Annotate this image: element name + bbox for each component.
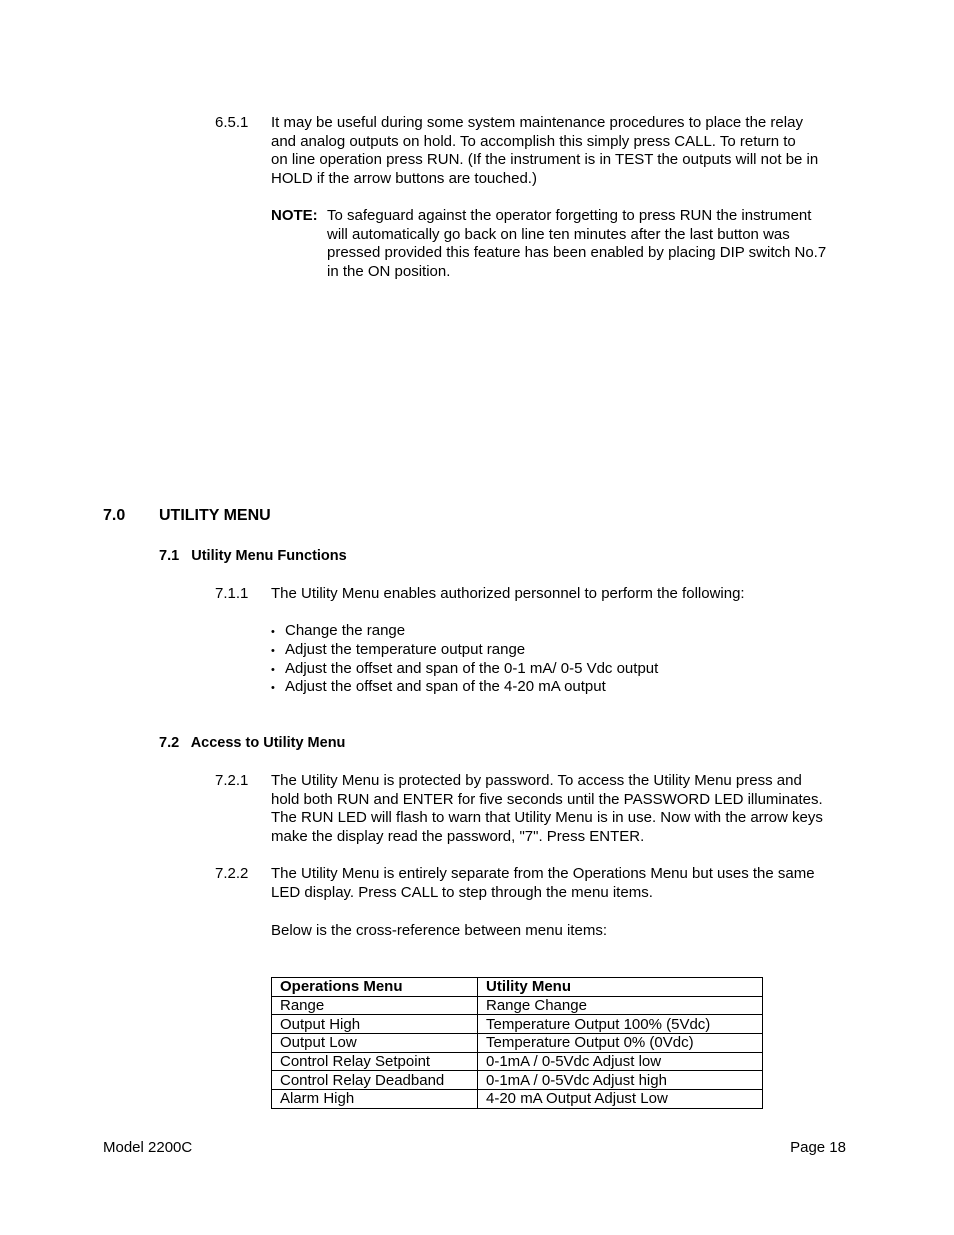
section-711-paragraph: The Utility Menu enables authorized personnel to perform the following: <box>271 585 745 602</box>
table-cell: Output Low <box>272 1034 478 1053</box>
text-line: in the ON position. <box>327 263 451 281</box>
table-cell: Temperature Output 100% (5Vdc) <box>478 1015 763 1034</box>
list-item <box>271 660 658 680</box>
column-header: Utility Menu <box>478 978 763 997</box>
section-721-paragraph <box>271 772 846 847</box>
note-label: NOTE: <box>271 207 318 224</box>
footer-model: Model 2200C <box>103 1139 193 1156</box>
subsection-heading: 7.1 Utility Menu Functions <box>159 548 347 564</box>
table-cell: Output High <box>272 1015 478 1034</box>
text-line: It may be useful during some system maintenance procedures to place the relay <box>271 114 803 131</box>
text-line: hold both RUN and ENTER for five seconds until the PASSWORD LED illuminates. <box>271 790 823 808</box>
list-item-text: Adjust the offset and span of the 0-1 mA/ 0-5 Vdc output <box>285 660 659 677</box>
table-header-row <box>272 978 763 997</box>
subsection-heading: 7.2 Access to Utility Menu <box>159 735 346 751</box>
section-number: 7.2.2 <box>215 865 249 882</box>
list-item-text: Adjust the offset and span of the 4-20 mA output <box>285 678 606 695</box>
text-line: and analog outputs on hold. To accomplish this simply press CALL. To return to <box>271 132 796 150</box>
bullet-icon: • <box>271 682 275 694</box>
bullet-icon: • <box>271 626 275 638</box>
list-item-text: Adjust the temperature output range <box>285 641 526 658</box>
table-cell: Alarm High <box>272 1090 478 1109</box>
table-row <box>272 996 763 1015</box>
section-number: 7.0 <box>103 507 126 524</box>
table-cell: 0-1mA / 0-5Vdc Adjust low <box>478 1052 763 1071</box>
cross-reference-intro: Below is the cross-reference between menu items: <box>271 922 607 939</box>
table-cell: Range <box>272 996 478 1015</box>
text-line: The RUN LED will flash to warn that Utility Menu is in use. Now with the arrow keys <box>271 809 823 827</box>
table-row <box>272 1090 763 1109</box>
list-item <box>271 622 405 642</box>
section-title: UTILITY MENU <box>159 507 271 524</box>
table-cell: 4-20 mA Output Adjust Low <box>478 1090 763 1109</box>
note-paragraph <box>327 207 847 282</box>
table-row <box>272 1052 763 1071</box>
section-number: 7.2.1 <box>215 772 249 789</box>
bullet-icon: • <box>271 664 275 676</box>
list-item <box>271 641 525 661</box>
text-line: The Utility Menu is protected by password. To access the Utility Menu press and <box>271 772 802 789</box>
section-722-paragraph <box>271 865 846 902</box>
table-row <box>272 1034 763 1053</box>
text-line: make the display read the password, "7". Press ENTER. <box>271 828 645 846</box>
table-cell: Control Relay Setpoint <box>272 1052 478 1071</box>
text-line: pressed provided this feature has been enabled by placing DIP switch No.7 <box>327 244 827 262</box>
list-item-text: Change the range <box>285 622 406 639</box>
text-line: on line operation press RUN. (If the instrument is in TEST the outputs will not be in <box>271 151 819 169</box>
list-item <box>271 678 606 698</box>
table-cell: 0-1mA / 0-5Vdc Adjust high <box>478 1071 763 1090</box>
bullet-icon: • <box>271 645 275 657</box>
text-line: will automatically go back on line ten minutes after the last button was <box>327 225 790 243</box>
footer-page-number: Page 18 <box>790 1139 846 1156</box>
text-line: HOLD if the arrow buttons are touched.) <box>271 170 537 188</box>
text-line: LED display. Press CALL to step through the menu items. <box>271 883 653 901</box>
section-651-paragraph <box>271 114 846 189</box>
table-cell: Temperature Output 0% (0Vdc) <box>478 1034 763 1053</box>
table-cell: Control Relay Deadband <box>272 1071 478 1090</box>
table-cell: Range Change <box>478 996 763 1015</box>
text-line: The Utility Menu is entirely separate from the Operations Menu but uses the same <box>271 865 815 882</box>
table-row <box>272 1015 763 1034</box>
section-number: 6.5.1 <box>215 114 249 131</box>
section-number: 7.1.1 <box>215 585 249 602</box>
table-row <box>272 1071 763 1090</box>
column-header: Operations Menu <box>272 978 478 997</box>
cross-reference-table <box>271 977 763 1109</box>
text-line: To safeguard against the operator forgetting to press RUN the instrument <box>327 207 812 224</box>
